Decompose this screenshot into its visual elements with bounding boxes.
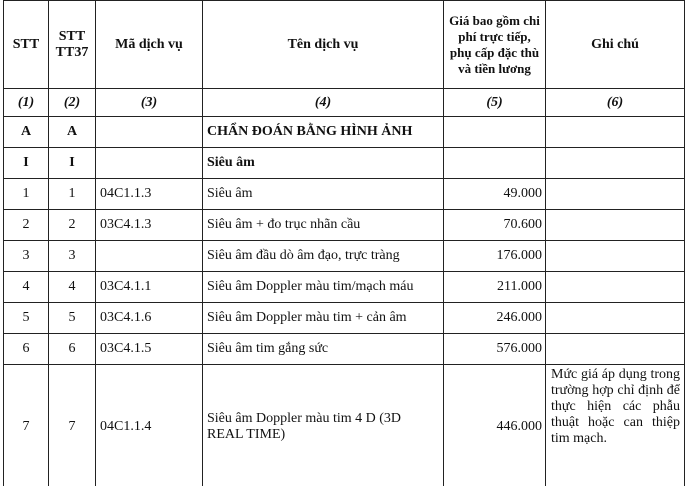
row-stt: 5 (4, 303, 49, 334)
section-code (96, 148, 203, 179)
row-price: 70.600 (444, 210, 546, 241)
header-stt: STT (4, 1, 49, 89)
price-table (3, 0, 685, 486)
section-stt37: A (49, 117, 96, 148)
row-note (546, 272, 685, 303)
section-code (96, 117, 203, 148)
table-row (4, 303, 685, 334)
section-name: CHẨN ĐOÁN BẰNG HÌNH ẢNH (203, 117, 444, 148)
row-stt: 7 (4, 365, 49, 486)
header-ten-dich-vu: Tên dịch vụ (203, 1, 444, 89)
row-stt: 1 (4, 179, 49, 210)
row-price: 246.000 (444, 303, 546, 334)
table-row (4, 334, 685, 365)
row-name: Siêu âm (203, 179, 444, 210)
section-note (546, 117, 685, 148)
row-note (546, 179, 685, 210)
row-name: Siêu âm tim gắng sức (203, 334, 444, 365)
table-row (4, 365, 685, 486)
row-stt37: 6 (49, 334, 96, 365)
row-note (546, 241, 685, 272)
row-note (546, 334, 685, 365)
row-name: Siêu âm đầu dò âm đạo, trực tràng (203, 241, 444, 272)
row-code: 04C1.1.3 (96, 179, 203, 210)
header-ma-dich-vu: Mã dịch vụ (96, 1, 203, 89)
row-stt37: 1 (49, 179, 96, 210)
row-code (96, 241, 203, 272)
index-cell: (1) (4, 89, 49, 117)
header-gia: Giá bao gồm chi phí trực tiếp, phụ cấp đặc thù và tiền lương (444, 1, 546, 89)
header-stt-tt37: STT TT37 (49, 1, 96, 89)
row-name: Siêu âm Doppler màu tim/mạch máu (203, 272, 444, 303)
table-header-row (4, 1, 685, 89)
table-row (4, 179, 685, 210)
row-code: 04C1.1.4 (96, 365, 203, 486)
table-row (4, 272, 685, 303)
row-stt: 2 (4, 210, 49, 241)
section-stt: I (4, 148, 49, 179)
row-code: 03C4.1.1 (96, 272, 203, 303)
row-code: 03C4.1.6 (96, 303, 203, 334)
section-price (444, 117, 546, 148)
row-stt: 6 (4, 334, 49, 365)
table-row (4, 210, 685, 241)
row-price: 49.000 (444, 179, 546, 210)
section-row-i (4, 148, 685, 179)
section-price (444, 148, 546, 179)
row-price: 576.000 (444, 334, 546, 365)
index-cell: (6) (546, 89, 685, 117)
header-ghi-chu: Ghi chú (546, 1, 685, 89)
table-row (4, 241, 685, 272)
row-stt37: 7 (49, 365, 96, 486)
row-note: Mức giá áp dụng trong trường hợp chỉ định để thực hiện các phẫu thuật hoặc can thiệp tim mạch. (546, 365, 685, 486)
row-stt37: 2 (49, 210, 96, 241)
row-stt37: 5 (49, 303, 96, 334)
index-cell: (3) (96, 89, 203, 117)
section-row-a (4, 117, 685, 148)
row-price: 176.000 (444, 241, 546, 272)
row-name: Siêu âm Doppler màu tim 4 D (3D REAL TIME) (203, 365, 444, 486)
index-cell: (5) (444, 89, 546, 117)
section-stt37: I (49, 148, 96, 179)
row-note (546, 210, 685, 241)
row-name: Siêu âm Doppler màu tim + cản âm (203, 303, 444, 334)
column-index-row (4, 89, 685, 117)
row-code: 03C4.1.3 (96, 210, 203, 241)
section-note (546, 148, 685, 179)
row-stt: 4 (4, 272, 49, 303)
row-note (546, 303, 685, 334)
row-stt: 3 (4, 241, 49, 272)
row-name: Siêu âm + đo trục nhãn cầu (203, 210, 444, 241)
row-price: 211.000 (444, 272, 546, 303)
index-cell: (2) (49, 89, 96, 117)
row-code: 03C4.1.5 (96, 334, 203, 365)
row-stt37: 4 (49, 272, 96, 303)
index-cell: (4) (203, 89, 444, 117)
row-stt37: 3 (49, 241, 96, 272)
section-stt: A (4, 117, 49, 148)
row-price: 446.000 (444, 365, 546, 486)
section-name: Siêu âm (203, 148, 444, 179)
